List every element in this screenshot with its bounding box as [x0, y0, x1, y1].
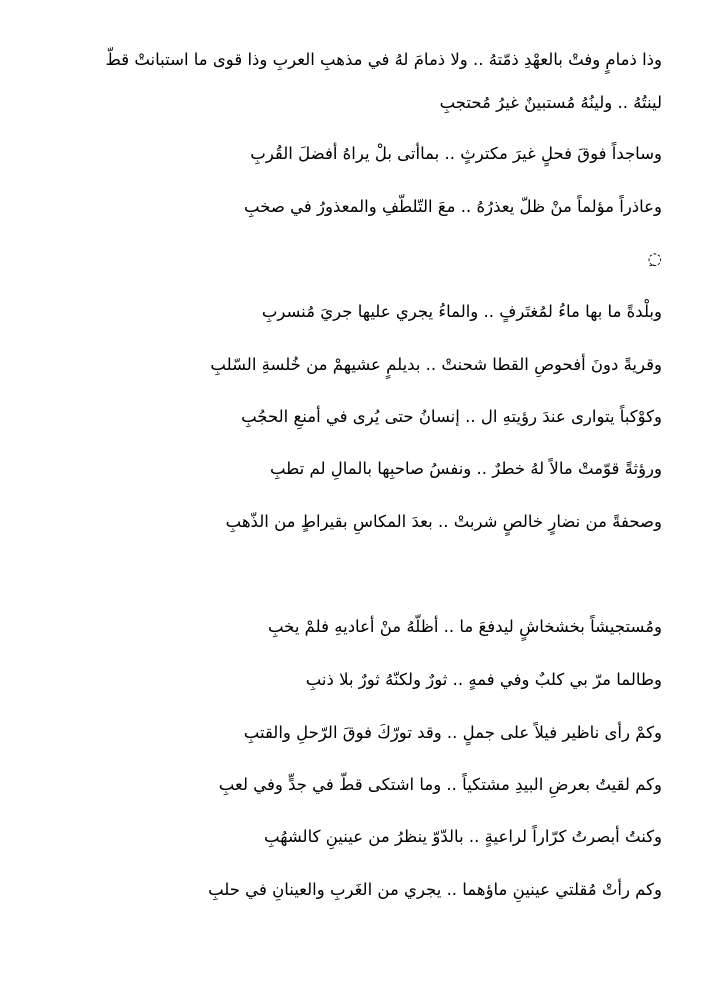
poem-line-13: وكم لقيتُ بعرضِ البيدِ مشتكياً .. وما اشتكى قطّ في جدٍّ وفي لعبِ: [218, 775, 662, 794]
poem-line-9: وصحفةً من نضارٍ خالصٍ شربتْ .. بعدَ المكاسِ بقيراطٍ من الذّهبِ: [225, 512, 662, 531]
stray-diacritic: ◌ِ: [647, 249, 662, 268]
poem-line-14: وكنتُ أبصرتُ كرّاراً لراعيةٍ .. بالدّوّ ينظرُ من عينينِ كالشهُبِ: [264, 827, 662, 846]
poem-line-8: ورؤثةً قوّمتْ مالاً لهُ خطرٌ .. ونفسُ صاحبِها بالمالِ لم تطبِ: [269, 459, 662, 478]
poem-line-3: وساجداً فوقَ فحلٍ غيرَ مكترثٍ .. بماأتى بلْ يراهُ أفضلَ القُربِ: [250, 144, 662, 163]
poem-line-2: لينتُهُ .. ولينُهُ مُستبينٌ غيرُ مُحتجبِ: [439, 93, 662, 112]
poem-line-15: وكم رأتْ مُقلتي عينينِ ماؤهما .. يجري من الغَربِ والعينانِ في حلبِ: [208, 880, 662, 899]
poem-line-12: وكمْ رأى ناظير فيلاً على جملٍ .. وقد تورّكَ فوقَ الرّحلِ والقتبِ: [243, 723, 662, 742]
poem-line-1: وذا ذمامٍ وفتْ بالعهْدِ ذمّتهُ .. ولا ذمامَ لهُ في مذهبِ العربِ وذا قوى ما استبانتْ قطّ: [105, 50, 662, 69]
poem-line-4: وعاذراً مؤلماً منْ ظلّ يعذرُهُ .. معَ التّلطّفِ والمعذورُ في صخبِ: [244, 197, 662, 216]
poem-line-5: وبلْدةً ما بها ماءُ لمُغتَرفٍ .. والماءُ يجري عليها جريَ مُنسربِ: [261, 302, 662, 321]
poem-line-10: ومُستجيشاً بخشخاشٍ ليدفعَ ما .. أظلّهُ منْ أعاديهِ فلمْ يخبِ: [267, 617, 662, 636]
poem-line-7: وكوْكباً يتوارى عندَ رؤيتهِ ال .. إنسانُ حتى يُرى في أمنعِ الحجُبِ: [241, 407, 662, 426]
poem-line-6: وقريةً دونَ أفحوصِ القطا شحنتْ .. بديلمٍ عشيهمْ من خُلسةِ السّلبِ: [210, 355, 662, 374]
poem-line-11: وطالما مرّ بي كلبٌ وفي فمهٍ .. ثورٌ ولكنّهُ ثورٌ بلا ذنبِ: [305, 670, 662, 689]
